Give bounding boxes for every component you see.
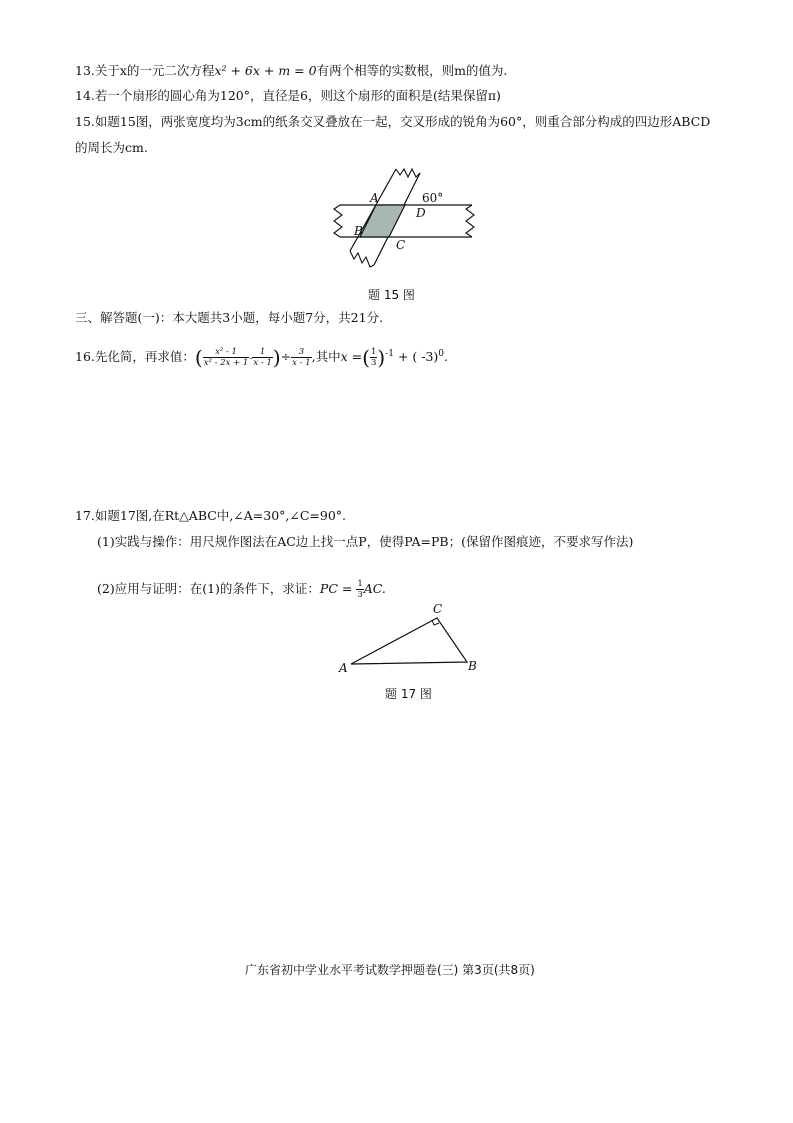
question-15-line2: 的周长为cm. [75,140,148,155]
triangle-abc [351,618,467,664]
q16-frac-4: $\frac{1}{3}$ [370,347,377,369]
fig17-label-b: B [468,659,477,673]
q16-frac-1: $\frac{\text{x² - 1}}{\text{x² - 2x + 1}}$ [203,347,249,369]
figure-15-caption: 题 15 图 [368,288,415,302]
question-17-line1: 17.如题17图,在Rt△ABC中,∠A=30°,∠C=90°. [75,508,347,523]
fig17-label-c: C [433,602,443,616]
section-3-heading: 三、解答题(一)：本大题共3小题，每小题7分，共21分. [75,310,384,325]
q16-frac-2: $\frac{1}{x - 1}$ [253,347,272,369]
question-13 [75,63,507,79]
figure-17 [335,598,485,678]
page-footer: 广东省初中学业水平考试数学押题卷(三) 第3页(共8页) [245,963,535,977]
fig15-label-b: B [354,224,363,238]
fig15-label-c: C [396,238,406,252]
q13-prefix: 13.关于x的一元二次方程 [75,63,215,78]
question-17-part1: (1)实践与操作：用尺规作图法在AC边上找一点P，使得PA=PB；(保留作图痕迹，不要求写作法) [97,534,634,549]
fig17-label-a: A [339,661,348,675]
q13-equation: x² + 6x + m = 0 [214,63,317,78]
fig15-label-d: D [416,206,426,220]
question-15-line1: 15.如题15图，两张宽度均为3cm的纸条交叉叠放在一起，交叉形成的锐角为60°，则重合部分构成的四边形ABCD [75,114,711,129]
q16-frac-3: $\frac{3}{x - 1}$ [292,347,311,369]
figure-17-caption: 题 17 图 [385,687,432,701]
question-17-part2: (2)应用与证明：在(1)的条件下，求证：PC = $\frac{1}{3}$ AC. [97,579,386,600]
fig15-angle-label: 60° [422,191,444,205]
question-16: 16.先化简，再求值：( $\frac{\text{x² - 1}}{\text{x² - 2x + 1}}$ - $\frac{1}{x - 1}$ )÷ $\frac{3}{x - 1}$ ,其中x =( $\frac{1}{3}$ )$^{-1}$ + ( -3)$^0$. [75,345,449,370]
question-14: 14.若一个扇形的圆心角为120°，直径是6，则这个扇形的面积是(结果保留π) [75,88,501,103]
q16-prefix: 16.先化简，再求值： [75,349,195,365]
fig15-label-a: A [370,191,379,205]
q17-frac: $\frac{1}{3}$ [357,579,363,600]
q13-suffix: 有两个相等的实数根，则m的值为. [316,63,508,78]
figure-15 [330,165,480,275]
